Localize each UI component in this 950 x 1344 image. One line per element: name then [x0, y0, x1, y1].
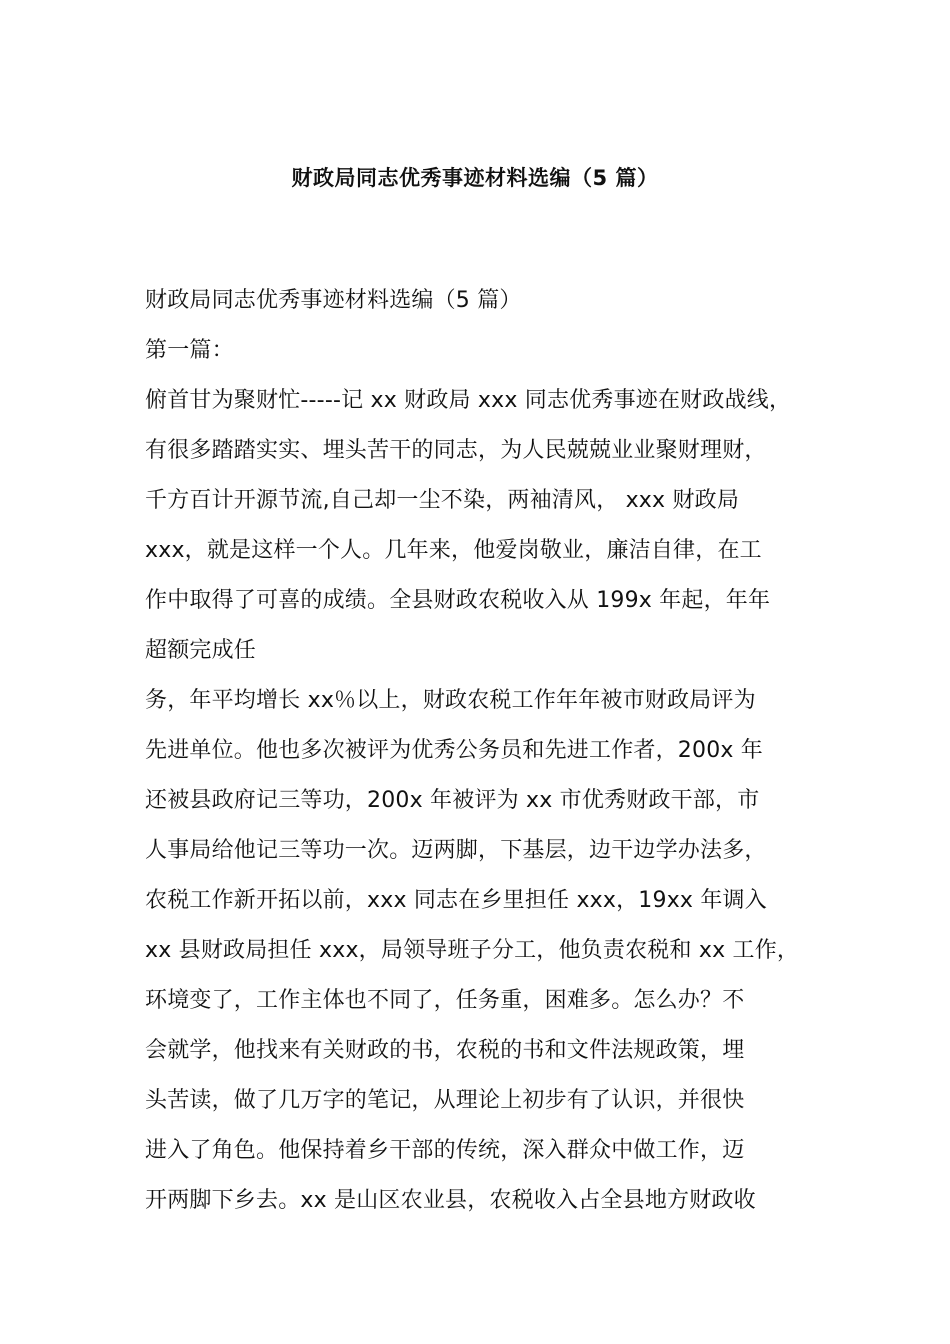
paragraph-line: 千方百计开源节流,自己却一尘不染，两袖清风， xxx 财政局 — [145, 488, 740, 513]
paragraph-line: xxx，就是这样一个人。几年来，他爱岗敬业，廉洁自律，在工 — [145, 538, 762, 563]
chapter-heading: 第一篇： — [145, 338, 234, 363]
paragraph-line: 开两脚下乡去。xx 是山区农业县，农税收入占全县地方财政收 — [145, 1188, 756, 1213]
document-body — [145, 276, 821, 1226]
paragraph-line: 俯首甘为聚财忙-----记 xx 财政局 xxx 同志优秀事迹在财政战线， — [145, 388, 792, 413]
paragraph-line: 超额完成任 — [145, 638, 257, 663]
paragraph-line: 先进单位。他也多次被评为优秀公务员和先进工作者，200x 年 — [145, 738, 764, 763]
paragraph-line: 还被县政府记三等功，200x 年被评为 xx 市优秀财政干部，市 — [145, 788, 760, 813]
paragraph-line: 人事局给他记三等功一次。迈两脚，下基层，边干边学办法多， — [145, 838, 767, 863]
paragraph-line: 有很多踏踏实实、埋头苦干的同志，为人民兢兢业业聚财理财， — [145, 438, 767, 463]
paragraph-line: 务，年平均增长 xx％以上，财政农税工作年年被市财政局评为 — [145, 688, 756, 713]
paragraph-line: 进入了角色。他保持着乡干部的传统，深入群众中做工作，迈 — [145, 1138, 745, 1163]
paragraph-line: 作中取得了可喜的成绩。全县财政农税收入从 199x 年起，年年 — [145, 588, 771, 613]
paragraph-line: 会就学，他找来有关财政的书，农税的书和文件法规政策，埋 — [145, 1038, 745, 1063]
document-title: 财政局同志优秀事迹材料选编（5 篇） — [291, 166, 659, 190]
paragraph-line: 农税工作新开拓以前，xxx 同志在乡里担任 xxx，19xx 年调入 — [145, 888, 767, 913]
subtitle-line: 财政局同志优秀事迹材料选编（5 篇） — [145, 288, 522, 313]
paragraph-line: 头苦读，做了几万字的笔记，从理论上初步有了认识，并很快 — [145, 1088, 745, 1113]
paragraph-line: 环境变了，工作主体也不同了，任务重，困难多。怎么办？不 — [145, 988, 745, 1013]
paragraph-line: xx 县财政局担任 xxx，局领导班子分工，他负责农税和 xx 工作， — [145, 938, 800, 963]
